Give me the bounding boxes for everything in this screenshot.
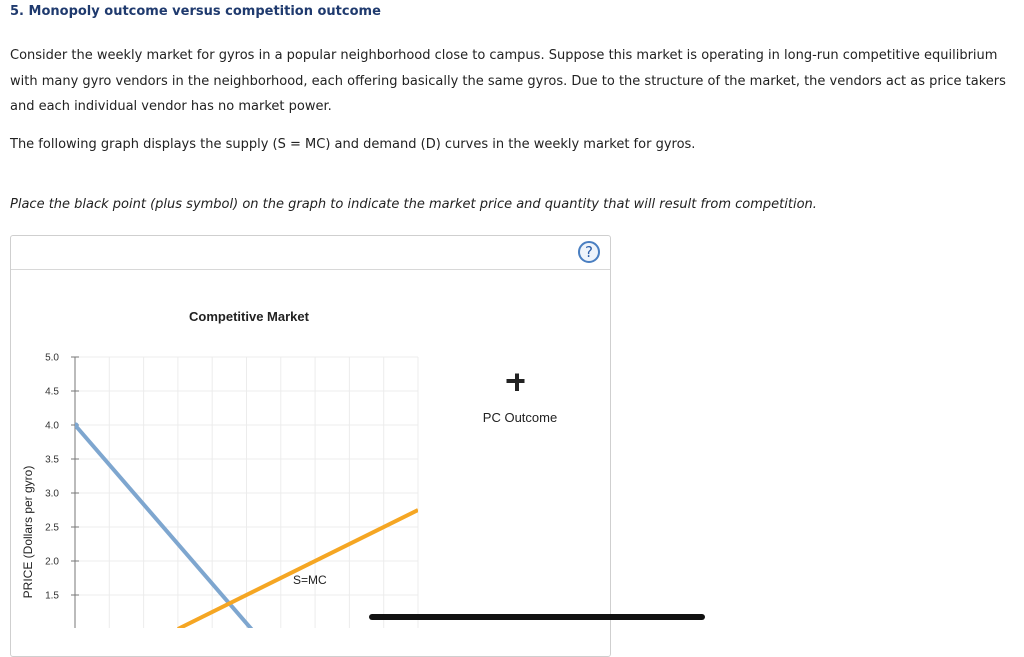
y-axis-ticks [45, 353, 79, 602]
question-paragraph-intro: Consider the weekly market for gyros in a popular neighborhood close to campus. Suppose this market is operating in long-run competitive equilibrium with many gyro vendors in the neighborhood, each offering basically the same gyros. Due to the structure of the market, the vendors act as price takers and each individual vendor has no market power. [10, 48, 1006, 114]
curves-layer [74, 423, 419, 629]
y-tick-label: 1.5 [45, 590, 59, 602]
y-tick-label: 3.0 [45, 488, 59, 500]
supply-curve[interactable] [178, 510, 418, 628]
plus-icon[interactable] [507, 374, 525, 392]
y-tick-label: 4.5 [45, 386, 59, 398]
y-tick-label: 2.5 [45, 522, 59, 534]
question-instruction: Place the black point (plus symbol) on the graph to indicate the market price and quantity that will result from competition. [10, 197, 817, 212]
help-icon[interactable]: ? [578, 241, 600, 263]
y-tick-label: 2.0 [45, 556, 59, 568]
question-paragraph-graph-description: The following graph displays the supply (S = MC) and demand (D) curves in the weekly market for gyros. [10, 137, 696, 152]
y-tick-label: 4.0 [45, 420, 59, 432]
pc-outcome-tool[interactable] [507, 374, 525, 392]
graph-title: Competitive Market [189, 309, 309, 324]
graph-grid [75, 357, 418, 628]
horizontal-scrollbar[interactable] [369, 614, 705, 620]
y-axis-label: PRICE (Dollars per gyro) [21, 465, 35, 599]
pc-outcome-label: PC Outcome [482, 410, 558, 425]
y-tick-label: 5.0 [45, 352, 59, 364]
question-title: 5. Monopoly outcome versus competition outcome [10, 4, 381, 19]
y-tick-label: 3.5 [45, 454, 59, 466]
supply-curve-label: S=MC [293, 573, 327, 587]
